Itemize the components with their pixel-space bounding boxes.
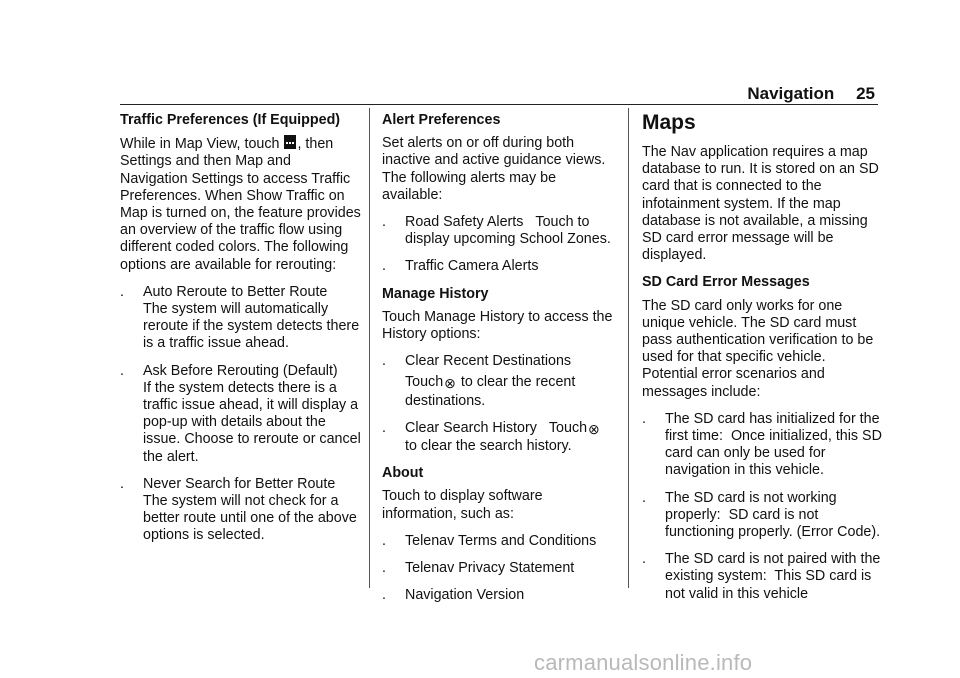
- intro-text-a: While in Map View, touch: [120, 136, 280, 153]
- section-title: Navigation: [747, 84, 835, 103]
- header-rule: [120, 104, 878, 105]
- option-text: The system will automatically reroute if the system detects there is a traffic issue ahead.: [143, 301, 360, 352]
- column-divider-1: [369, 108, 370, 588]
- list-item: [382, 533, 620, 550]
- sd-title: The SD card has initialized for the first time:: [665, 410, 880, 445]
- maps-heading: Maps: [642, 111, 696, 134]
- clear-icon: ⊗: [444, 375, 456, 392]
- list-item: [382, 353, 620, 410]
- sd-text: This SD card is not valid in this vehicle: [665, 568, 872, 602]
- traffic-preferences-heading: Traffic Preferences (If Equipped): [120, 112, 341, 128]
- bullet: .: [382, 419, 386, 436]
- alert-text: Set alerts on or off during both inactive and active guidance views. The following alerts may be available:: [382, 135, 606, 203]
- column-1: [120, 112, 362, 555]
- history-title: Clear Recent Destinations: [405, 353, 572, 370]
- bullet: .: [120, 475, 124, 492]
- manage-history-heading: Manage History: [382, 285, 489, 302]
- sd-text: Once initialized, this SD card can only be used for navigation in this vehicle.: [665, 428, 882, 479]
- list-item: [120, 284, 362, 353]
- list-item: [382, 258, 620, 275]
- about-item: Telenav Privacy Statement: [405, 560, 575, 577]
- sd-title: The SD card is not paired with the existing system:: [665, 551, 881, 585]
- list-item: [642, 411, 884, 480]
- list-item: [642, 490, 884, 542]
- history-post: to clear the recent destinations.: [405, 374, 576, 409]
- bullet: .: [382, 532, 386, 549]
- option-text: If the system detects there is a traffic issue ahead, it will display a pop-up with details about the issue. Choose to reroute or cancel the alert.: [143, 379, 361, 465]
- list-item: [382, 214, 620, 248]
- page-header: [747, 84, 875, 104]
- option-title: Ask Before Rerouting (Default): [143, 362, 338, 379]
- column-2: [382, 112, 620, 614]
- sd-title: The SD card is not working properly:: [665, 489, 837, 523]
- history-post: to clear the search history.: [405, 438, 572, 455]
- bullet: .: [382, 258, 386, 275]
- list-item: [382, 560, 620, 577]
- maps-text: The Nav application requires a map database to run. It is stored on an SD card that is connected to the infotainment system. If the map database is not available, a missing SD card error message will be displayed.: [642, 144, 879, 264]
- watermark: carmanualsonline.info: [534, 650, 753, 675]
- list-item: [120, 476, 362, 545]
- clear-icon: ⊗: [588, 420, 600, 437]
- list-item: [642, 551, 884, 603]
- bullet: .: [642, 410, 646, 427]
- bullet: .: [382, 587, 386, 604]
- column-3: [642, 112, 884, 613]
- bullet: .: [120, 283, 124, 300]
- about-item: Telenav Terms and Conditions: [405, 532, 597, 549]
- page-number: 25: [856, 84, 875, 103]
- alert-title: Traffic Camera Alerts: [405, 258, 539, 275]
- list-item: [382, 587, 620, 604]
- history-instruction: [405, 374, 620, 409]
- touch-word: Touch: [405, 374, 444, 391]
- about-text: Touch to display software information, such as:: [382, 488, 543, 522]
- bullet: .: [642, 551, 646, 568]
- alert-title: Road Safety Alerts: [405, 214, 524, 231]
- about-heading: About: [382, 465, 424, 482]
- history-title: Clear Search History: [405, 419, 537, 436]
- sd-card-heading: SD Card Error Messages: [642, 274, 810, 291]
- sd-card-text: The SD card only works for one unique vehicle. The SD card must pass authentication verification to be used for that specific vehicle. Potential error scenarios and messages include:: [642, 297, 874, 400]
- bullet: .: [120, 362, 124, 379]
- sd-text: SD card is not functioning properly. (Error Code).: [665, 506, 881, 541]
- column-divider-2: [628, 108, 629, 588]
- bullet: .: [642, 489, 646, 506]
- menu-icon: [284, 135, 296, 149]
- traffic-intro: [120, 135, 362, 274]
- alert-desc: Touch to display upcoming School Zones.: [405, 214, 611, 248]
- bullet: .: [382, 560, 386, 577]
- about-item: Navigation Version: [405, 587, 525, 604]
- option-title: Never Search for Better Route: [143, 475, 336, 492]
- list-item: [382, 420, 620, 455]
- bullet: .: [382, 214, 386, 231]
- bullet: .: [382, 353, 386, 370]
- option-text: The system will not check for a better route until one of the above options is selected.: [143, 493, 357, 544]
- history-text: Touch Manage History to access the History options:: [382, 308, 613, 343]
- touch-word: Touch: [548, 419, 588, 436]
- option-title: Auto Reroute to Better Route: [143, 283, 328, 300]
- alert-preferences-heading: Alert Preferences: [382, 112, 501, 128]
- intro-text-b: , then Settings and then Map and Navigation Settings to access Traffic Preferences. When Show Traffic on Map is turned on, the feature provides an overview of the traffic flow using different coded colors. The following options are available for rerouting:: [120, 136, 361, 273]
- list-item: [120, 363, 362, 466]
